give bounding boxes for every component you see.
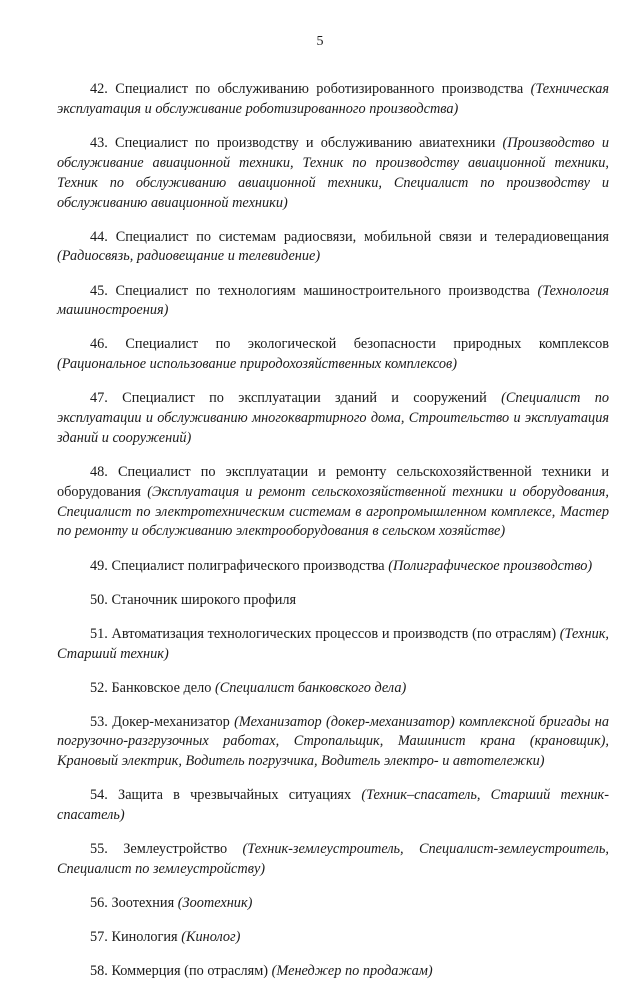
item-title: 57. Кинология bbox=[90, 929, 178, 946]
list-item bbox=[57, 625, 609, 665]
page-number: 5 bbox=[316, 34, 324, 49]
item-title: 53. Докер-механизатор bbox=[90, 713, 230, 730]
list-item bbox=[57, 228, 609, 268]
list-item bbox=[57, 463, 609, 542]
item-qualifications: (Менеджер по продажам) bbox=[271, 963, 433, 980]
item-title: 58. Коммерция (по отраслям) bbox=[90, 963, 269, 980]
list-item bbox=[57, 282, 609, 322]
list-item bbox=[57, 840, 609, 880]
item-qualifications: (Производство и обслуживание авиационной техники, Техник по производству авиационной техники, Техник по обслуживанию авиационной техники, Специалист по производству и обслуживанию авиационной техники) bbox=[57, 135, 609, 211]
item-title: 46. Специалист по экологической безопасности природных комплексов bbox=[90, 336, 609, 353]
list-item bbox=[57, 335, 609, 375]
item-qualifications: (Рациональное использование природохозяйственных комплексов) bbox=[57, 356, 457, 373]
list-item bbox=[57, 591, 609, 611]
list-item bbox=[57, 786, 609, 826]
item-title: 48. Специалист по эксплуатации и ремонту сельскохозяйственной техники и оборудования bbox=[57, 464, 609, 500]
item-title: 52. Банковское дело bbox=[90, 679, 212, 696]
item-qualifications: (Эксплуатация и ремонт сельскохозяйственной техники и оборудования, Специалист по электротехническим системам в агропромышленном комплексе, Мастер по ремонту и обслуживанию электрооборудования в сельском хозяйстве) bbox=[57, 483, 609, 540]
list-item bbox=[57, 928, 609, 948]
list-item bbox=[57, 557, 609, 577]
item-qualifications: (Полиграфическое производство) bbox=[388, 557, 593, 574]
item-title: 42. Специалист по обслуживанию роботизированного производства bbox=[90, 81, 524, 98]
item-title: 45. Специалист по технологиям машиностроительного производства bbox=[90, 282, 530, 299]
item-title: 55. Землеустройство bbox=[90, 841, 228, 858]
specialty-list bbox=[57, 66, 609, 984]
item-title: 44. Специалист по системам радиосвязи, мобильной связи и телерадиовещания bbox=[90, 228, 609, 245]
item-qualifications: (Специалист по эксплуатации и обслуживанию многоквартирного дома, Строительство и эксплуатация зданий и сооружений) bbox=[57, 390, 609, 446]
item-title: 47. Специалист по эксплуатации зданий и сооружений bbox=[90, 390, 487, 407]
item-qualifications: (Техник–спасатель, Старший техник-спасатель) bbox=[57, 787, 610, 824]
list-item bbox=[57, 679, 609, 699]
list-item bbox=[57, 894, 609, 914]
list-item bbox=[57, 134, 609, 213]
item-title: 54. Защита в чрезвычайных ситуациях bbox=[90, 787, 352, 804]
list-item bbox=[57, 80, 609, 120]
item-qualifications: (Специалист банковского дела) bbox=[214, 679, 407, 696]
item-title: 49. Специалист полиграфического производства bbox=[90, 557, 385, 574]
list-item bbox=[57, 713, 609, 772]
item-title: 56. Зоотехния bbox=[90, 895, 175, 912]
item-qualifications: (Кинолог) bbox=[181, 929, 241, 946]
item-title: 50. Станочник широкого профиля bbox=[90, 591, 297, 608]
item-title: 43. Специалист по производству и обслуживанию авиатехники bbox=[90, 135, 496, 152]
item-qualifications: (Техник, Старший техник) bbox=[57, 625, 609, 662]
item-qualifications: (Техник-землеустроитель, Специалист-землеустроитель, Специалист по землеустройству) bbox=[57, 841, 609, 878]
item-qualifications: (Радиосвязь, радиовещание и телевидение) bbox=[57, 248, 321, 265]
list-item bbox=[57, 962, 609, 982]
list-item bbox=[57, 389, 609, 448]
item-qualifications: (Технология машиностроения) bbox=[57, 282, 609, 319]
item-qualifications: (Зоотехник) bbox=[177, 895, 253, 912]
item-title: 51. Автоматизация технологических процессов и производств (по отраслям) bbox=[90, 625, 557, 642]
item-qualifications: (Механизатор (докер-механизатор) комплексной бригады на погрузочно-разгрузочных работах, Стропальщик, Машинист крана (крановщик), Крановый электрик, Водитель погрузчика, Водитель электро- и автотележки) bbox=[57, 713, 610, 770]
item-qualifications: (Техническая эксплуатация и обслуживание роботизированного производства) bbox=[57, 81, 609, 118]
